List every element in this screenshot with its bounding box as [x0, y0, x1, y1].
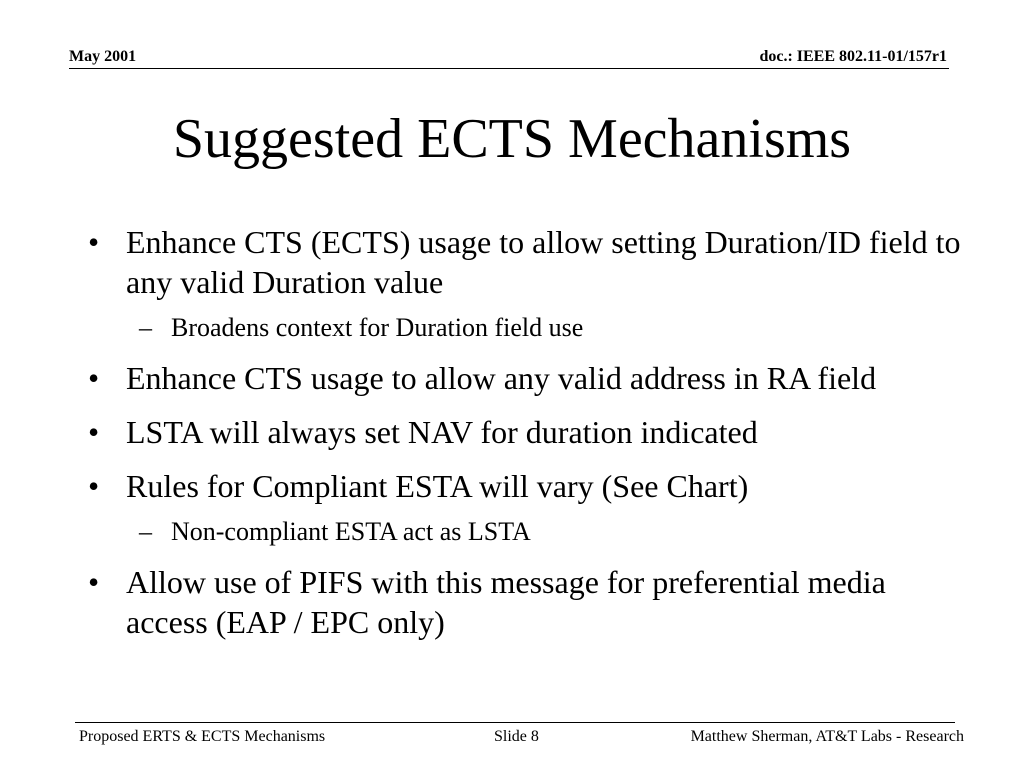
bullet-marker: •: [88, 414, 100, 450]
sub-bullet-marker: –: [139, 517, 152, 546]
header-divider: [69, 68, 949, 69]
footer-divider: [75, 722, 955, 723]
slide-content: [88, 222, 968, 656]
bullet-marker: •: [88, 564, 100, 600]
bullet-item: [88, 358, 968, 398]
sub-bullet-marker: –: [139, 313, 152, 342]
bullet-text: LSTA will always set NAV for duration indicated: [126, 414, 758, 450]
bullet-text: Rules for Compliant ESTA will vary (See Chart): [126, 468, 749, 504]
bullet-marker: •: [88, 360, 100, 396]
footer-presentation-title: Proposed ERTS & ECTS Mechanisms: [79, 728, 326, 745]
sub-bullet-text: Non-compliant ESTA act as LSTA: [171, 517, 531, 546]
sub-bullet-item: [88, 516, 968, 548]
bullet-marker: •: [88, 468, 100, 504]
sub-bullet-item: [88, 312, 968, 344]
sub-bullet-text: Broadens context for Duration field use: [171, 313, 584, 342]
bullet-item: [88, 562, 968, 642]
bullet-item: [88, 466, 968, 506]
bullet-text: Enhance CTS (ECTS) usage to allow setting Duration/ID field to any valid Duration value: [126, 224, 961, 300]
bullet-text: Enhance CTS usage to allow any valid address in RA field: [126, 360, 877, 396]
bullet-item: [88, 222, 968, 302]
header-doc-id: doc.: IEEE 802.11-01/157r1: [759, 48, 947, 65]
bullet-marker: •: [88, 224, 100, 260]
footer-slide-number: Slide 8: [494, 728, 539, 745]
bullet-item: [88, 412, 968, 452]
bullet-text: Allow use of PIFS with this message for preferential media access (EAP / EPC only): [126, 564, 886, 640]
slide-title: Suggested ECTS Mechanisms: [172, 108, 852, 170]
header-date: May 2001: [69, 48, 137, 65]
footer-author: Matthew Sherman, AT&T Labs - Research: [690, 728, 964, 745]
